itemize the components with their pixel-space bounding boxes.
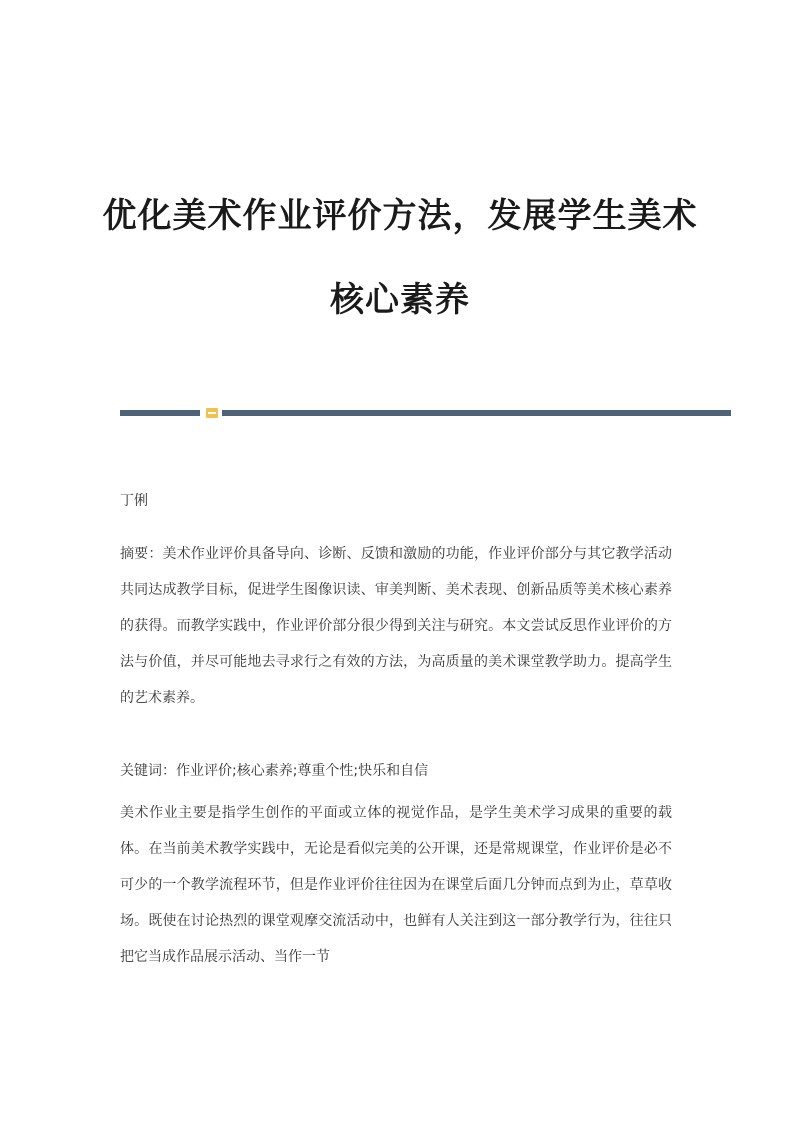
keywords-label: 关键词：: [120, 763, 176, 779]
keywords-text: 作业评价;核心素养;尊重个性;快乐和自信: [176, 763, 429, 779]
keywords-paragraph: [120, 753, 672, 789]
page-title-line-2: 核心素养: [330, 280, 470, 320]
divider-bar-left: [120, 410, 200, 416]
title-divider: [120, 408, 731, 418]
author-name: 丁俐: [120, 493, 148, 509]
abstract-paragraph: [120, 536, 672, 716]
divider-bar-right: [222, 410, 731, 416]
document-icon: [206, 408, 218, 418]
abstract-text: 美术作业评价具备导向、诊断、反馈和激励的功能，作业评价部分与其它教学活动共同达成教学目标，促进学生图像识读、审美判断、美术表现、创新品质等美术核心素养的获得。而教学实践中，作业评价部分很少得到关注与研究。本文尝试反思作业评价的方法与价值，并尽可能地去寻求行之有效的方法，为高质量的美术课堂教学助力。提高学生的艺术素养。: [120, 546, 673, 706]
body-paragraph: 美术作业主要是指学生创作的平面或立体的视觉作品，是学生美术学习成果的重要的载体。在当前美术教学实践中，无论是看似完美的公开课，还是常规课堂，作业评价是必不可少的一个教学流程环节，但是作业评价往往因为在课堂后面几分钟而点到为止，草草收场。既使在讨论热烈的课堂观摩交流活动中，也鲜有人关注到这一部分教学行为，往往只把它当成作品展示活动、当作一节: [120, 805, 672, 965]
abstract-label: 摘要：: [120, 546, 163, 562]
page-title-line-1: 优化美术作业评价方法，发展学生美术: [102, 196, 698, 236]
